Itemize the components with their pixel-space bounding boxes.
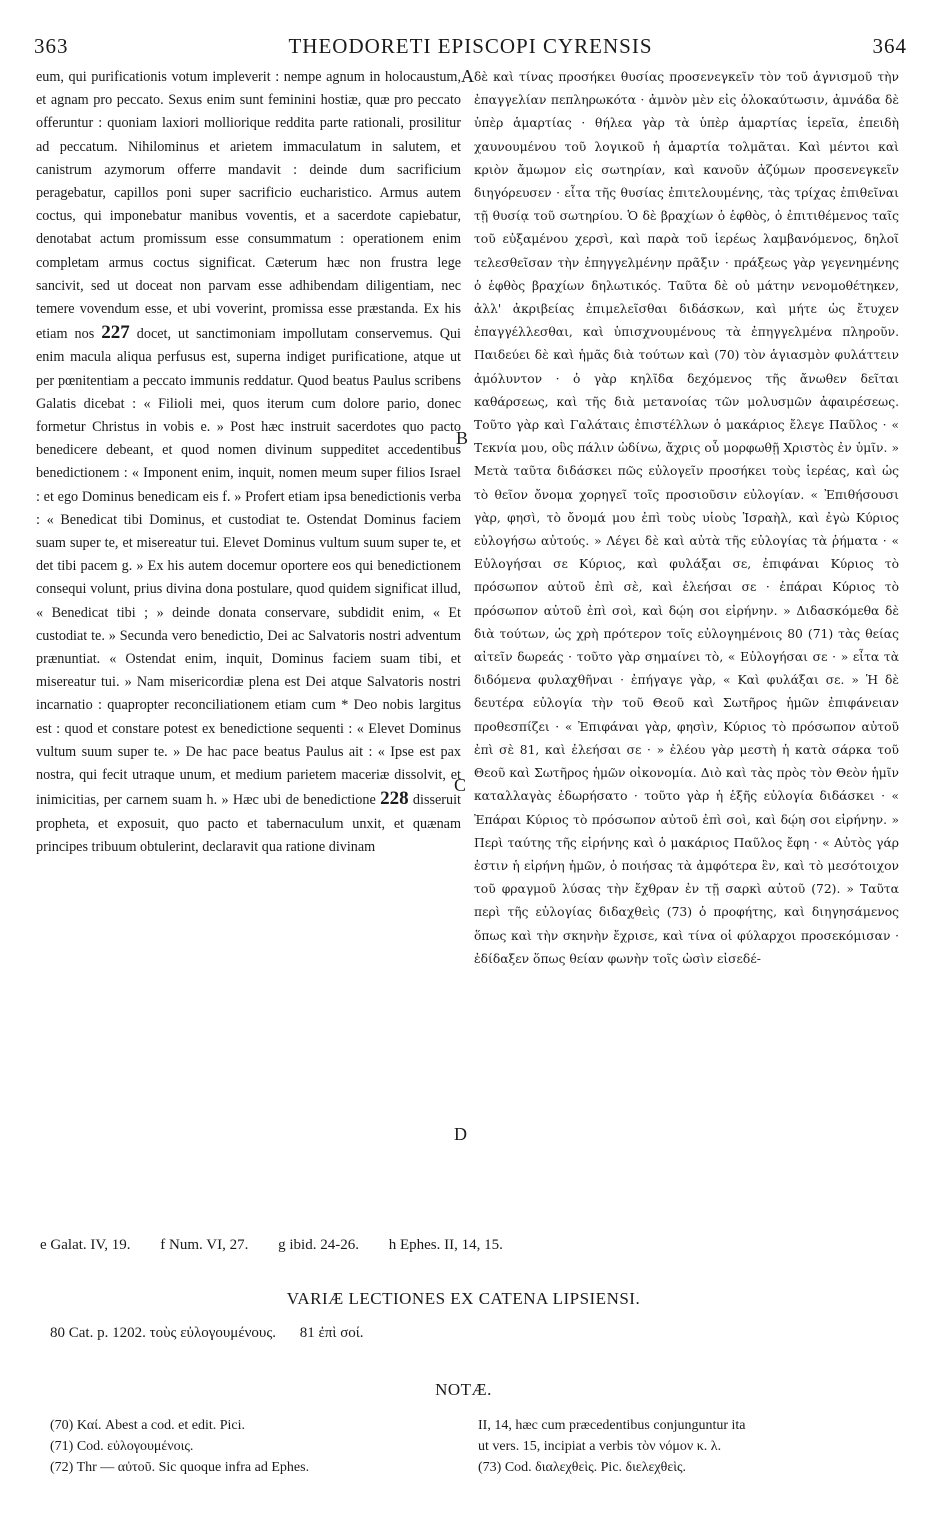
section-marker-c: C bbox=[454, 775, 467, 795]
note: ut vers. 15, incipiat a verbis τὸν νόμον κ. λ. bbox=[478, 1439, 722, 1454]
note: (72) Thr — αὐτοῦ. Sic quoque infra ad Ephes. bbox=[50, 1460, 310, 1475]
greek-text: δὲ καὶ τίνας προσήκει θυσίας προσενεγκεῖν τὸν τοῦ ἁγνισμοῦ τὴν ἐπαγγελίαν πεπληρωκότα · ἀμνὸν μὲν εἰς ὁλοκαύτωσιν, ἀμνάδα δὲ ὑπὲρ ἁμαρτίας · θήλεα γὰρ τὰ ὑπὲρ ἁμαρτίας ἱερεῖα, ἐπειδὴ χαυνουμένου τοῦ λογικοῦ ἡ ἁμαρτία τολμᾶται. Καὶ μέντοι καὶ κριὸν ἄμωμον εἰς σωτηρίαν, καὶ κανοῦν ἀζύμων προσενεγκεῖν διηγόρευσεν · εἶτα τῆς θυσίας ἐπιτελουμένης, τὰς τρίχας ἐπιθεῖναι τῇ θυσίᾳ τοῦ σωτηρίου. Ὁ δὲ βραχίων ὁ ἑφθὸς, ὁ ἐπιτιθέμενος ταῖς τοῦ εὐξαμένου χερσὶ, καὶ παρὰ τοῦ ἱερέως λαμβανόμενος, δηλοῖ τελεσθεῖσαν τὴν ἐπηγγελμένην πρᾶξιν · πράξεως γὰρ γεγενημένης ὁ ἑφθὸς βραχίων δηλωτικός. Ταῦτα δὲ οὐ μάτην νενομοθέτηκεν, ἀλλ' ἀκριβείας ἐπιμελεῖσθαι διδάσκων, καὶ μήτε ὡς ἔτυχεν ἐπαγγέλλεσθαι, καὶ ὑπισχνουμένους τὰ ἐπηγγελμένα πληροῦν. Παιδεύει δὲ καὶ ἡμᾶς διὰ τούτων καὶ (70) τὸν ἁγιασμὸν φυλάττειν ἀμόλυντον · ὁ γὰρ κηλῖδα δεχόμενος τῆς ἄνωθεν δεῖται καθάρσεως, καὶ τῆς διὰ μετανοίας τῶν μολυσμῶν ἀφαιρέσεως. Τοῦτο γὰρ καὶ Γαλάταις ἐπιστέλλων ὁ μακάριος ἔλεγε Παῦλος · « Τεκνία μου, οὓς πάλιν ὠδίνω, ἄχρις οὗ μορφωθῇ Χριστὸς ἐν ὑμῖν. » Μετὰ ταῦτα διδάσκει πῶς εὐλογεῖν προσήκει τοὺς ἱερέας, καὶ ὡς τὸ θεῖον ὄνομα χορηγεῖ τοῖς προσιοῦσιν εὐλογίαν. « Ἐπιθήσουσι γὰρ, φησὶ, τὸ ὄνομά μου ἐπὶ τοὺς υἱοὺς Ἰσραὴλ, καὶ ἐγὼ Κύριος εὐλογήσω αὐτούς. » Λέγει δὲ καὶ αὐτὰ τῆς εὐλογίας τὰ ῥήματα · « Εὐλογήσαι σε Κύριος, καὶ φυλάξαι σε, ἐπιφάναι Κύριος τὸ πρόσωπον αὐτοῦ ἐπὶ σὲ, καὶ ἐλεήσαι σε · ἐπάραι Κύριος τὸ πρόσωπον αὐτοῦ ἐπὶ σοὶ, καὶ δῴη σοι εἰρήνην. » Διδασκόμεθα δὲ διὰ τούτων, ὡς χρὴ πρότερον τοῖς εὐλογημένοις 80 (71) τὰς θείας αἰτεῖν δωρεάς · τοῦτο γὰρ σημαίνει τὸ, « Εὐλογήσαι σε · » εἶτα τὰ διδόμενα φυλαχθῆναι · ἐπήγαγε γὰρ, « Καὶ φυλάξαι σε. » Ἡ δὲ δευτέρα εὐλογία τὴν τοῦ Θεοῦ καὶ Σωτῆρος ἡμῶν ἐπιφάνειαν προθεσπίζει · « Ἐπιφάναι γὰρ, φησὶν, Κύριος τὸ πρόσωπον αὐτοῦ ἐπὶ σὲ 81, καὶ ἐλεήσαι σε · » ἐλέου γὰρ μεστὴ ἡ κατὰ σάρκα τοῦ Θεοῦ καὶ Σωτῆρος ἡμῶν οἰκονομία. Διὸ καὶ τὰς πρὸς τὸν Θεὸν ἡμῖν καταλλαγὰς ἐδωρήσατο · τοῦτο γὰρ ἡ ἑξῆς εὐλογία διδάσκει · « Ἐπάραι Κύριος τὸ πρόσωπον αὐτοῦ ἐπὶ σοὶ, καὶ δῴη σοι εἰρήνην. » Περὶ ταύτης τῆς εἰρήνης καὶ ὁ μακάριος Παῦλος ἔφη · « Αὐτὸς γάρ ἐστιν ἡ εἰρήνη ἡμῶν, ὁ ποιήσας τὰ ἀμφότερα ἓν, καὶ τὸ μεσότοιχον τοῦ φραγμοῦ λύσας τὴν ἔχθραν ἐν τῇ σαρκὶ αὐτοῦ (72). » Ταῦτα περὶ τῆς εὐλογίας διδαχθεὶς (73) ὁ προφήτης, καὶ διηγησάμενος ὅπως καὶ τὴν σκηνὴν ἔχρισε, καὶ τίνα οἱ φύλαρχοι προσεκόμισαν · ἐδίδαξεν ὅπως θείαν φωνὴν τοῖς ὠσὶν εἰσεδέ- bbox=[474, 70, 899, 966]
notes-right bbox=[478, 1415, 898, 1478]
greek-column bbox=[474, 66, 899, 971]
latin-column bbox=[36, 66, 461, 859]
margin-number: 227 bbox=[101, 322, 130, 344]
running-header bbox=[34, 34, 907, 64]
notes-left bbox=[50, 1415, 450, 1478]
note: (73) Cod. διαλεχθεὶς. Pic. διελεχθεὶς. bbox=[478, 1460, 687, 1475]
latin-text: eum, qui purificationis votum impleverit : nempe agnum in holocaustum, et agnam pro peccato. Sexus enim sunt feminini hostiæ, quæ pro peccato offeruntur : quoniam laxiori molliorique reddita parte rationali, prosilitur ad peccatum. Nihilominus et arietem immaculatum in salutem, et canistrum azymorum offerre mandavit : deinde dum sacrificium peragebatur, capillos poni super sacrificio eucharistico. Armus autem coctus, qui imponebatur manibus voventis, et a sacerdote capiebatur, denotabat actum promissum esse consummatum : operationem enim completam armus coctus significat. Cæterum hæc non frustra lege sancivit, sed ut doceat non parvam esse adhibendam diligentiam, nec temere vovendum esse, et ubi voverint, promissa esse præstanda. Ex his etiam nos 227 docet, ut sanctimoniam impollutam conservemus. Qui enim macula aliqua perfusus est, superna indiget purificatione, atque ut per pœnitentiam a peccato immunis reddatur. Quod beatus Paulus scribens Galatis dicebat : « Filioli mei, quos iterum cum dolore pario, donec formetur Christus in vobis e. » Post hæc instruit sacerdotes quo pacto benedicere debeant, et quod nomen divinum suppeditet accedentibus benedictionem : « Imponent enim, inquit, nomen meum super filios Israel : et ego Dominus benedicam eis f. » Profert etiam ipsa benedictionis verba : « Benedicat tibi Dominus, et custodiat te. Ostendat Dominus faciem suam super te, et misereatur tui. Elevet Dominus vultum suum super te, et det tibi pacem g. » Ex his autem docemur oportere eos qui benedictionem consequi volunt, prius divina dona postulare, quod quidem significat illud, « Benedicat tibi ; » deinde donata conservare, subdidit enim, « Et custodiat te. » Secunda vero benedictio, Dei ac Salvatoris nostri adventum prænuntiat. « Ostendat enim, inquit, Dominus faciem suam tibi, et misereatur tui. » Nam misericordiæ plena est Dei atque Salvatoris nostri incarnatio : quapropter reconciliationem etiam cum * Deo nobis largitus est : quod et constare potest ex benedictione sequenti : « Elevet Dominus vultum suum super te. » De hac pace beatus Paulus ait : « Ipse est pax nostra, qui fecit utraque unum, et medium parietem maceriæ dissolvit, et inimicitias, per carnem suam h. » Hæc ubi de benedictione 228 disseruit propheta, et exposuit, quo pacto et tabernaculum unxit, et quænam principes tribuum obtulerint, declaravit qua ratione divinam bbox=[36, 69, 462, 855]
footnote: g ibid. 24-26. bbox=[278, 1237, 359, 1253]
variant-reading: 80 Cat. p. 1202. τοὺς εὐλογουμένους. bbox=[50, 1325, 277, 1341]
notae-heading: NOTÆ. bbox=[435, 1380, 492, 1399]
page-number-right: 364 bbox=[872, 34, 907, 58]
variae-heading: VARIÆ LECTIONES EX CATENA LIPSIENSI. bbox=[286, 1289, 641, 1308]
section-marker-a: A bbox=[461, 66, 474, 86]
footnotes bbox=[40, 1237, 907, 1254]
footnote: e Galat. IV, 19. bbox=[40, 1237, 131, 1253]
footnote: f Num. VI, 27. bbox=[160, 1237, 249, 1253]
margin-number: 228 bbox=[380, 788, 409, 810]
footnote: h Ephes. II, 14, 15. bbox=[388, 1237, 503, 1253]
section-marker-d: D bbox=[454, 1124, 467, 1144]
variant-reading: 81 ἐπὶ σοί. bbox=[299, 1325, 364, 1341]
page-title: THEODORETI EPISCOPI CYRENSIS bbox=[288, 34, 653, 58]
note: (71) Cod. εὐλογουμένοις. bbox=[50, 1439, 194, 1454]
note: II, 14, hæc cum præcedentibus conjunguntur ita bbox=[478, 1418, 746, 1433]
page-number-left: 363 bbox=[34, 34, 69, 58]
note: (70) Kαί. Abest a cod. et edit. Pici. bbox=[50, 1418, 246, 1433]
variae-lectiones bbox=[50, 1325, 907, 1342]
section-marker-b: B bbox=[456, 428, 469, 448]
